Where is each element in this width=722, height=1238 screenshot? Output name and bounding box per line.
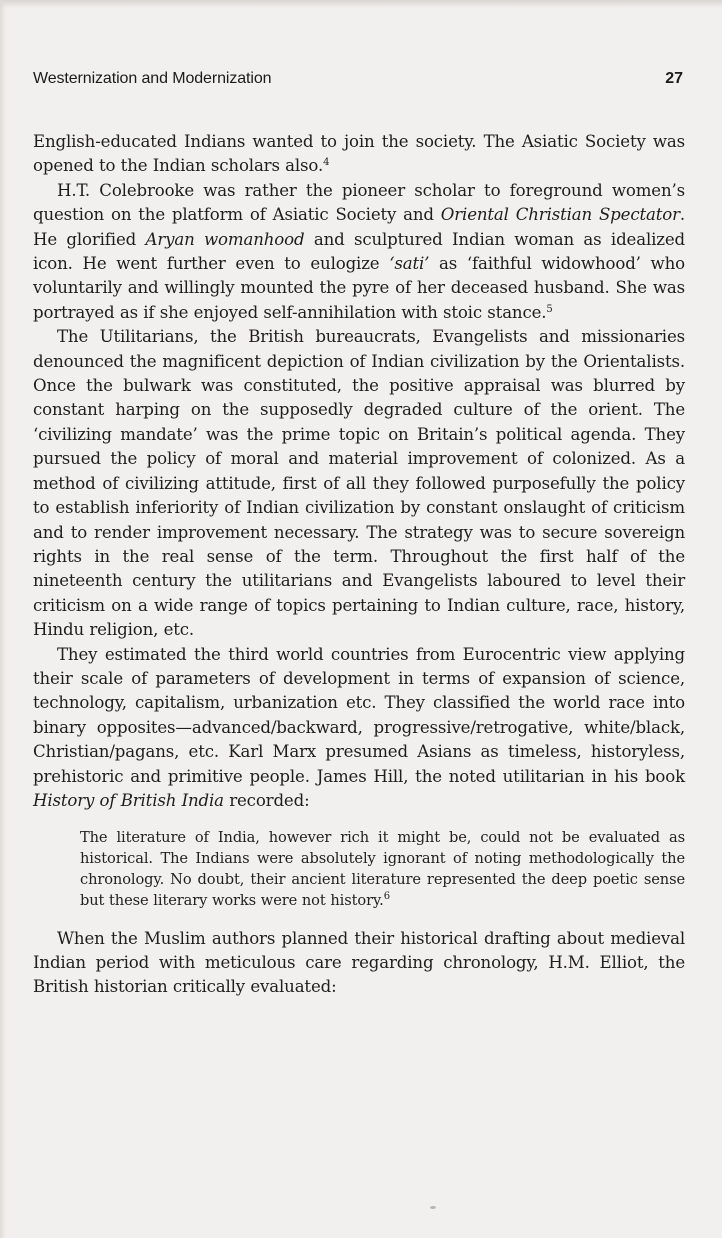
paragraph-5: When the Muslim authors planned their historical drafting about medieval Indian period with meticulous care regarding chronology, H.M. Elliot, the British historian critically evaluated: [33,928,685,997]
paragraph-2-text-2: . He glorified [33,205,685,249]
body-text [33,130,685,1000]
book-title: History of British India [33,790,224,810]
aryan-womanhood-term: Aryan womanhood [145,229,305,249]
paragraph-4-text-2: recorded: [223,790,310,810]
paragraph-2-text-3: and sculptured Indian woman as idealized icon. He went further even to eulogize [33,229,686,274]
paragraph-2-text-4: as ‘faithful widowhood’ who voluntarily and willingly mounted the pyre of her deceased husband. She was portrayed as if she enjoyed self-annihilation with stoic stance. [33,254,685,322]
paragraph-4-text-1: They estimated the third world countries from Eurocentric view applying their scale of parameters of development in terms of expansion of science, technology, capitalism, urbanization etc. They classified the world race into binary opposites—advanced/backward, progressive/retrogative, white/black, Christian/pagans, etc. Karl Marx presumed Asians as timeless, historyless, prehistoric and primitive people. James Hill, the noted utilitarian in his book [33,644,685,786]
paragraph-4 [33,643,685,814]
paragraph-1-text: English-educated Indians wanted to join the society. The Asiatic Society was opened to the Indian scholars also. [33,132,685,176]
page-top-shadow [0,0,722,8]
page-number: 27 [665,70,683,87]
ink-smudge [430,1206,436,1209]
block-quote [80,828,685,911]
paragraph-3: The Utilitarians, the British bureaucrats, Evangelists and missionaries denounced the magnificent depiction of Indian civilization by the Orientalists. Once the bulwark was constituted, the positive appraisal was blurred by constant harping on the supposedly degraded culture of the orient. The ‘civilizing mandate’ was the prime topic on Britain’s political agenda. They pursued the policy of moral and material improvement of colonized. As a method of civilizing attitude, first of all they followed purposefully the policy to establish inferiority of Indian civilization by constant onslaught of criticism and to render improvement necessary. The strategy was to secure sovereign rights in the real sense of the term. Throughout the first half of the nineteenth century the utilitarians and Evangelists laboured to level their criticism on a wide range of topics pertaining to Indian culture, race, history, Hindu religion, etc. [33,327,685,640]
footnote-marker-5: 5 [546,303,553,315]
running-header [33,70,683,94]
footnote-marker-4: 4 [323,157,330,169]
footnote-marker-6: 6 [383,890,390,902]
paragraph-2-text-1: H.T. Colebrooke was rather the pioneer scholar to foreground women’s question on the platform of Asiatic Society and [33,180,685,225]
block-quote-text: The literature of India, however rich it might be, could not be evaluated as historical. The Indians were absolutely ignorant of noting methodologically the chronology. No doubt, their ancient literature represented the deep poetic sense but these literary works were not history. [80,829,685,909]
sati-term: ‘sati’ [389,254,430,274]
running-title: Westernization and Modernization [33,70,272,87]
paragraph-2 [33,179,685,325]
journal-title: Oriental Christian Spectator [440,205,680,225]
paragraph-1 [33,130,685,179]
page-left-shadow [0,0,6,1238]
